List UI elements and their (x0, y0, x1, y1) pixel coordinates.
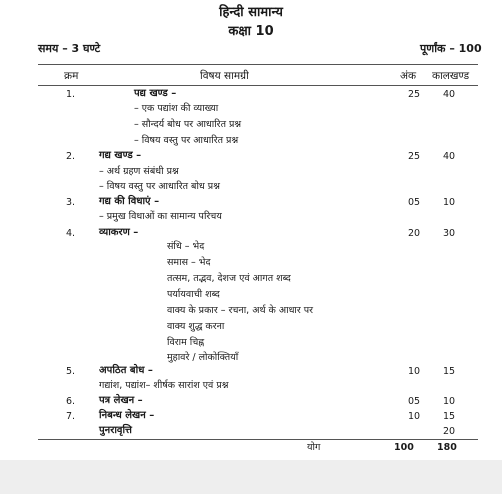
section-item: – अर्थ ग्रहण संबंधी प्रश्न (99, 166, 179, 177)
class-label: कक्षा 10 (228, 24, 274, 39)
section-heading: पुनरावृत्ति (99, 425, 132, 436)
section-marks: 25 (408, 151, 421, 162)
section-sn: 7. (66, 411, 76, 422)
section-sn: 6. (66, 396, 76, 407)
section-heading: निबन्ध लेखन – (99, 410, 155, 421)
column-header-periods: कालखण्ड (432, 70, 470, 82)
column-header-content: विषय सामग्री (200, 70, 249, 82)
section-heading: पत्र लेखन – (99, 395, 143, 406)
section-sn: 3. (66, 197, 76, 208)
section-periods: 10 (443, 197, 456, 208)
header-rule (38, 85, 478, 86)
section-item: विराम चिह्न (167, 337, 205, 348)
section-marks: 10 (408, 366, 421, 377)
section-heading: गद्य की विधाएं – (99, 196, 160, 207)
section-periods: 30 (443, 228, 456, 239)
document-title: हिन्दी सामान्य (219, 5, 283, 20)
section-sn: 5. (66, 366, 76, 377)
section-item: मुहावरे / लोकोक्तियाँ (167, 352, 239, 363)
section-item: – एक पद्यांश की व्याख्या (134, 103, 219, 114)
total-label: योग (307, 442, 321, 453)
section-periods: 10 (443, 396, 456, 407)
section-heading: पद्य खण्ड – (134, 88, 177, 99)
section-marks: 25 (408, 89, 421, 100)
section-heading: अपठित बोध – (99, 365, 153, 376)
time-label: समय – 3 घण्टे (38, 42, 101, 55)
section-item: तत्सम, तद्भव, देशज एवं आगत शब्द (167, 273, 291, 284)
section-periods: 20 (443, 426, 456, 437)
section-item: पर्यायवाची शब्द (167, 289, 220, 300)
section-periods: 15 (443, 411, 456, 422)
section-item: – विषय वस्तु पर आधारित बोध प्रश्न (99, 181, 220, 192)
section-item: वाक्य के प्रकार – रचना, अर्थ के आधार पर (167, 305, 314, 316)
total-rule (38, 439, 478, 440)
total-marks: 100 (394, 442, 414, 453)
section-item: समास – भेद (167, 257, 211, 268)
page-footer-band (0, 460, 502, 494)
section-periods: 40 (443, 151, 456, 162)
section-item: – सौन्दर्य बोध पर आधारित प्रश्न (134, 119, 242, 130)
total-periods: 180 (437, 442, 457, 453)
column-header-marks: अंक (400, 70, 417, 82)
top-rule (38, 64, 478, 65)
section-item: – प्रमुख विधाओं का सामान्य परिचय (99, 211, 222, 222)
section-item: – विषय वस्तु पर आधारित प्रश्न (134, 135, 239, 146)
section-item: संधि – भेद (167, 241, 205, 252)
section-item: गद्यांश, पद्यांश– शीर्षक सारांश एवं प्रश्न (99, 380, 229, 391)
column-header-sn: क्रम (64, 70, 79, 82)
section-sn: 4. (66, 228, 76, 239)
section-periods: 15 (443, 366, 456, 377)
section-marks: 05 (408, 396, 421, 407)
section-marks: 10 (408, 411, 421, 422)
section-heading: व्याकरण – (99, 227, 139, 238)
section-marks: 05 (408, 197, 421, 208)
section-periods: 40 (443, 89, 456, 100)
section-heading: गद्य खण्ड – (99, 150, 142, 161)
max-marks-label: पूर्णांक – 100 (420, 42, 482, 55)
section-marks: 20 (408, 228, 421, 239)
section-item: वाक्य शुद्ध करना (167, 321, 225, 332)
section-sn: 1. (66, 89, 76, 100)
section-sn: 2. (66, 151, 76, 162)
